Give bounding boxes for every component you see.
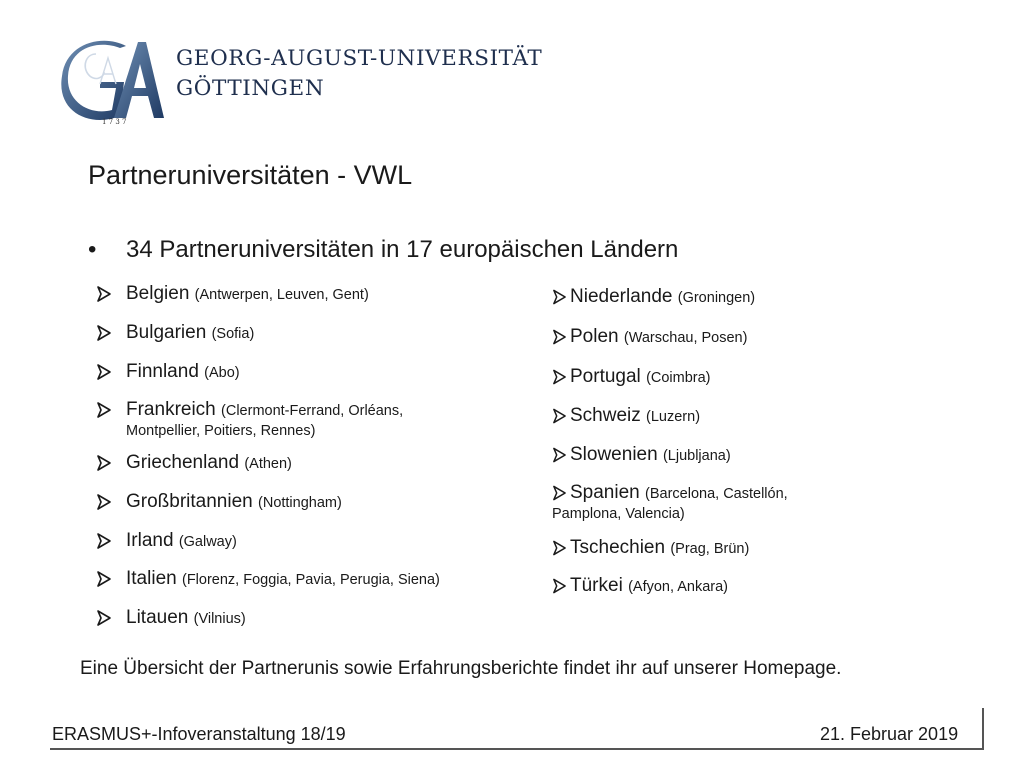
university-seal-logo [60,36,164,126]
arrow-bullet-icon [96,454,112,472]
country-list-right [552,286,852,605]
country-name: Italien [126,568,177,589]
country-name: Belgien [126,283,190,304]
country-cities: (Sofia) [211,326,255,342]
country-name: Schweiz [570,405,641,426]
footer-date: 21. Februar 2019 [820,724,959,744]
country-name: Irland [126,530,174,551]
slide-title: Partneruniversitäten - VWL [88,160,413,190]
country-name: Griechenland [126,452,240,473]
country-cities: (Warschau, Posen) [623,330,748,346]
arrow-bullet-icon [552,407,567,425]
list-item [552,537,852,575]
university-name [176,44,542,104]
country-name: Portugal [570,366,641,387]
arrow-bullet-icon [96,285,112,303]
list-item [96,452,516,491]
main-bullet [88,236,678,264]
country-cities: (Athen) [244,456,292,472]
main-bullet-text: 34 Partneruniversitäten in 17 europäischen Ländern [126,236,679,263]
list-item [96,530,516,568]
list-item [96,568,516,607]
country-cities: (Nottingham) [258,495,342,511]
list-item [552,405,852,444]
footer-divider [50,748,984,750]
country-name: Niederlande [570,286,673,307]
footer-event: ERASMUS+-Infoveranstaltung 18/19 [52,724,346,744]
country-name: Türkei [570,575,623,596]
list-item [552,286,852,326]
list-item [552,366,852,405]
country-name: Tschechien [570,537,666,558]
arrow-bullet-icon [96,401,112,419]
country-name: Großbritannien [126,491,253,512]
country-cities-line2: Montpellier, Poitiers, Rennes) [126,423,316,439]
country-cities-line2: Pamplona, Valencia) [552,506,685,522]
arrow-bullet-icon [552,446,567,464]
arrow-bullet-icon [96,609,112,627]
arrow-bullet-icon [96,363,112,381]
country-cities: (Galway) [178,534,237,550]
country-list-left [96,283,516,637]
country-name: Bulgarien [126,322,207,343]
arrow-bullet-icon [96,493,112,511]
footnote-text: Eine Übersicht der Partnerunis sowie Erfahrungsberichte findet ihr auf unserer Homepage. [80,658,842,679]
footer-divider-vertical [982,708,984,750]
country-name: Finnland [126,361,199,382]
arrow-bullet-icon [552,368,567,386]
arrow-bullet-icon [96,324,112,342]
country-name: Spanien [570,482,640,503]
country-cities: (Prag, Brün) [670,541,750,557]
country-name: Polen [570,326,619,347]
country-cities: (Florenz, Foggia, Pavia, Perugia, Siena) [181,572,440,588]
arrow-bullet-icon [552,577,567,595]
country-cities: (Coimbra) [646,370,711,386]
arrow-bullet-icon [552,539,567,557]
country-cities: (Afyon, Ankara) [628,579,729,595]
country-cities: (Ljubljana) [662,448,731,464]
country-cities: (Clermont-Ferrand, Orléans, [221,403,404,419]
country-cities: (Antwerpen, Leuven, Gent) [194,287,369,303]
arrow-bullet-icon [96,570,112,588]
country-cities: (Vilnius) [193,611,246,627]
arrow-bullet-icon [552,328,567,346]
list-item [552,444,852,482]
country-cities: (Abo) [204,365,240,381]
list-item [552,575,852,605]
list-item [96,607,516,637]
list-item [96,283,516,322]
arrow-bullet-icon [552,288,567,306]
country-cities: (Groningen) [677,290,756,306]
list-item [96,322,516,361]
country-name: Slowenien [570,444,658,465]
seal-year-text: 1 7 3 7 [102,118,127,126]
country-name: Litauen [126,607,189,628]
country-name: Frankreich [126,399,216,420]
list-item [552,482,852,537]
bullet-dot-icon: • [88,236,97,263]
arrow-bullet-icon [552,484,567,502]
list-item [96,361,516,399]
university-name-line1: GEORG-AUGUST-UNIVERSITÄT [176,46,543,71]
arrow-bullet-icon [96,532,112,550]
list-item [96,399,516,452]
list-item [552,326,852,366]
university-name-line2: GÖTTINGEN [176,76,325,101]
list-item [96,491,516,530]
country-cities: (Barcelona, Castellón, [645,486,788,502]
country-cities: (Luzern) [646,409,701,425]
